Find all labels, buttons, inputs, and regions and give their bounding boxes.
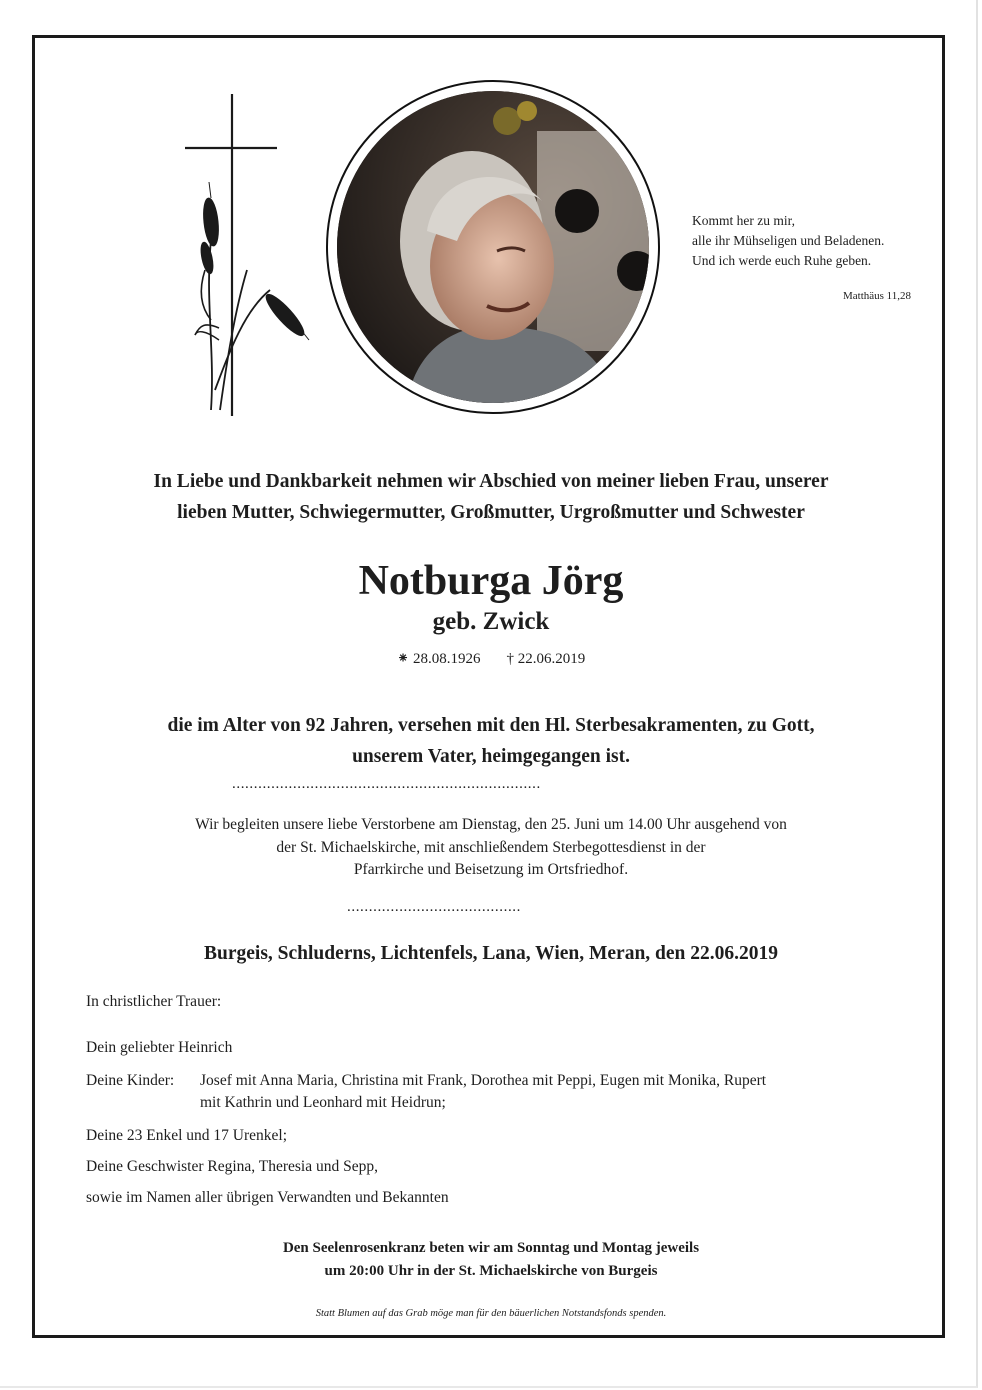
wheat-icon [195,182,309,410]
bible-verse [692,211,932,271]
mourner-children-label: Deine Kinder: [86,1072,175,1089]
mourner-grandchildren: Deine 23 Enkel und 17 Urenkel; [86,1127,288,1144]
portrait-photo [326,80,660,414]
maiden-name: geb. Zwick [432,608,550,635]
verse-line: alle ihr Mühseligen und Beladenen. [692,233,885,248]
mourners-heading: In christlicher Trauer: [86,993,222,1010]
burial-line: Wir begleiten unsere liebe Verstorbene am Dienstag, den 25. Juni um 14.00 Uhr ausgehend von [195,816,787,833]
verse-line: Kommt her zu mir, [692,213,795,228]
life-dates [60,648,922,670]
intro-line: In Liebe und Dankbarkeit nehmen wir Abschied von meiner lieben Frau, unserer [153,471,829,492]
mourner-children-cont: mit Kathrin und Leonhard mit Heidrun; [200,1094,446,1111]
places-and-date: Burgeis, Schluderns, Lichtenfels, Lana, Wien, Meran, den 22.06.2019 [203,943,779,964]
mourner-siblings: Deine Geschwister Regina, Theresia und Sepp, [86,1158,378,1175]
burial-line: Pfarrkirche und Beisetzung im Ortsfriedhof. [353,861,629,878]
rosary-notice [60,1237,922,1283]
cross-icon [185,94,277,416]
cross-with-wheat-icon [175,90,315,422]
age-line: unserem Vater, heimgegangen ist. [352,746,630,767]
dotted-separator: ........................................ [347,899,521,915]
verse-reference: Matthäus 11,28 [842,290,911,302]
birth-date: ⁕ 28.08.1926 [396,651,481,667]
mourner-children: Josef mit Anna Maria, Christina mit Frank, Dorothea mit Peppi, Eugen mit Monika, Rupert [200,1072,767,1089]
age-line: die im Alter von 92 Jahren, versehen mit den Hl. Sterbesakramenten, zu Gott, [167,715,815,736]
rosary-line: um 20:00 Uhr in der St. Michaelskirche von Burgeis [324,1263,658,1279]
rosary-line: Den Seelenrosenkranz beten wir am Sonntag und Montag jeweils [282,1240,700,1256]
burial-info [60,814,922,882]
burial-line: der St. Michaelskirche, mit anschließendem Sterbegottesdienst in der [276,838,706,856]
portrait-image [337,91,649,403]
donation-footnote: Statt Blumen auf das Grab möge man für den bäuerlichen Notstandsfonds spenden. [315,1308,667,1319]
intro-text [60,466,922,528]
death-date: † 22.06.2019 [506,651,586,667]
deceased-name: Notburga Jörg [358,558,624,604]
mourner-spouse: Dein geliebter Heinrich [86,1039,233,1056]
intro-line: lieben Mutter, Schwiegermutter, Großmutter, Urgroßmutter und Schwester [177,502,805,523]
age-sacraments-text [60,710,922,772]
mourner-others: sowie im Namen aller übrigen Verwandten und Bekannten [86,1189,449,1206]
verse-line: Und ich werde euch Ruhe geben. [692,253,872,268]
dotted-separator: ....................................................................... [232,776,541,792]
